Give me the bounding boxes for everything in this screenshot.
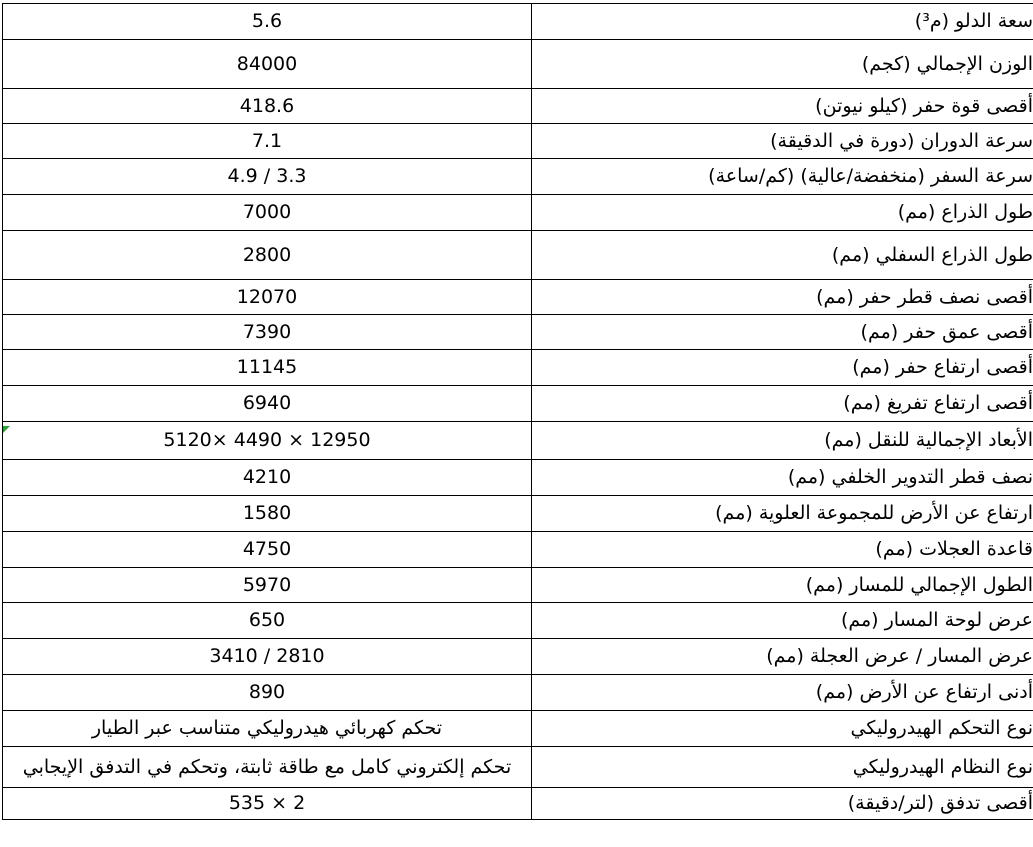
label-cell[interactable]: طول الذراع السفلي (مم) [532,231,1033,280]
table-row [3,280,1033,315]
value-cell[interactable]: 4750 [3,532,532,568]
value-cell[interactable]: 12070 [3,280,532,315]
table-row [3,386,1033,422]
table-row [3,675,1033,711]
table-row [3,350,1033,386]
value-cell[interactable]: 650 [3,603,532,639]
label-cell[interactable]: سعة الدلو (م³) [532,4,1033,40]
table-row [3,639,1033,675]
label-cell[interactable]: أدنى ارتفاع عن الأرض (مم) [532,675,1033,711]
table-row [3,603,1033,639]
label-cell[interactable]: سرعة السفر (منخفضة/عالية) (كم/ساعة) [532,159,1033,195]
label-cell[interactable]: نصف قطر التدوير الخلفي (مم) [532,460,1033,496]
value-cell[interactable]: 7000 [3,195,532,231]
label-cell[interactable]: أقصى عمق حفر (مم) [532,315,1033,350]
value-cell[interactable]: تحكم إلكتروني كامل مع طاقة ثابتة، وتحكم في التدفق الإيجابي [3,747,532,788]
label-cell[interactable]: أقصى نصف قطر حفر (مم) [532,280,1033,315]
table-row [3,496,1033,532]
value-cell[interactable]: 4210 [3,460,532,496]
label-cell[interactable]: عرض المسار / عرض العجلة (مم) [532,639,1033,675]
label-cell[interactable]: عرض لوحة المسار (مم) [532,603,1033,639]
value-cell[interactable]: 3.3 / 4.9 [3,159,532,195]
value-cell[interactable]: 84000 [3,40,532,89]
table-row [3,422,1033,460]
label-cell[interactable]: الطول الإجمالي للمسار (مم) [532,568,1033,603]
label-cell[interactable]: الأبعاد الإجمالية للنقل (مم) [532,422,1033,460]
value-cell[interactable]: 2810 / 3410 [3,639,532,675]
label-cell[interactable]: أقصى تدفق (لتر/دقيقة) [532,788,1033,820]
label-cell[interactable]: سرعة الدوران (دورة في الدقيقة) [532,124,1033,159]
value-cell[interactable]: 418.6 [3,89,532,124]
table-row [3,788,1033,820]
value-cell[interactable]: 7.1 [3,124,532,159]
value-cell[interactable]: 5970 [3,568,532,603]
table-row [3,568,1033,603]
table-row [3,231,1033,280]
table-row [3,195,1033,231]
table-row [3,4,1033,40]
label-cell[interactable]: أقصى ارتفاع حفر (مم) [532,350,1033,386]
label-cell[interactable]: الوزن الإجمالي (كجم) [532,40,1033,89]
table-row [3,89,1033,124]
value-cell[interactable]: 2 × 535 [3,788,532,820]
value-cell[interactable]: 890 [3,675,532,711]
table-row [3,460,1033,496]
value-cell[interactable]: 2800 [3,231,532,280]
value-cell[interactable]: 6940 [3,386,532,422]
specifications-table-body [3,4,1033,820]
specifications-table [2,3,1033,820]
table-row [3,747,1033,788]
value-cell[interactable]: 7390 [3,315,532,350]
label-cell[interactable]: نوع التحكم الهيدروليكي [532,711,1033,747]
table-row [3,159,1033,195]
label-cell[interactable]: أقصى ارتفاع تفريغ (مم) [532,386,1033,422]
table-row [3,711,1033,747]
table-row [3,124,1033,159]
table-row [3,315,1033,350]
label-cell[interactable]: أقصى قوة حفر (كيلو نيوتن) [532,89,1033,124]
label-cell[interactable]: نوع النظام الهيدروليكي [532,747,1033,788]
label-cell[interactable]: قاعدة العجلات (مم) [532,532,1033,568]
label-cell[interactable]: ارتفاع عن الأرض للمجموعة العلوية (مم) [532,496,1033,532]
table-row [3,40,1033,89]
table-row [3,532,1033,568]
value-cell[interactable]: 12950 × 4490 ×5120 [3,422,532,460]
value-cell[interactable]: 5.6 [3,4,532,40]
value-cell[interactable]: تحكم كهربائي هيدروليكي متناسب عبر الطيار [3,711,532,747]
label-cell[interactable]: طول الذراع (مم) [532,195,1033,231]
value-cell[interactable]: 1580 [3,496,532,532]
value-cell[interactable]: 11145 [3,350,532,386]
